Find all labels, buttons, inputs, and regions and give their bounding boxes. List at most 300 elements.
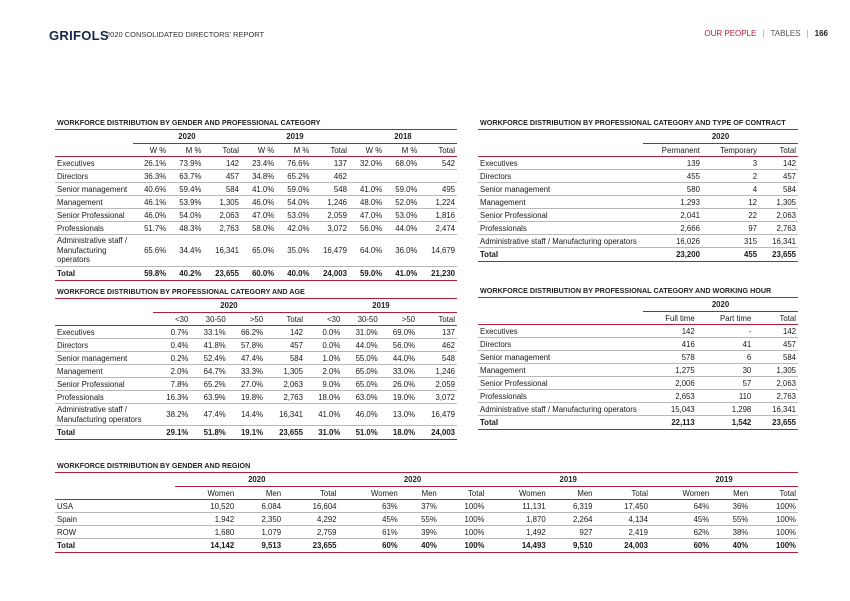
column-header: Women	[175, 487, 236, 500]
table-cell: 142	[753, 325, 798, 338]
table-cell: 22	[702, 209, 759, 222]
table-cell: 52.4%	[190, 352, 227, 365]
table-cell: 38.2%	[153, 404, 190, 426]
table-title: WORKFORCE DISTRIBUTION BY GENDER AND REGION	[55, 461, 798, 473]
table-cell: 1,246	[311, 196, 349, 209]
column-header: Men	[711, 487, 750, 500]
column-header: >50	[380, 313, 417, 326]
table-cell: 58.0%	[241, 222, 276, 235]
table-cell: 2,759	[283, 526, 338, 539]
table-cell: 41.8%	[190, 339, 227, 352]
table-cell: 455	[702, 248, 759, 262]
grifols-logo: GRIFOLS	[49, 28, 109, 43]
year-header: 2018	[349, 130, 457, 144]
table-cell: 41	[697, 338, 754, 351]
table-cell: 41.0%	[384, 266, 419, 280]
table-cell: 48.0%	[349, 196, 384, 209]
table-cell: 31.0%	[305, 426, 342, 440]
table-category-contract-type	[478, 118, 798, 262]
table-row	[478, 157, 798, 170]
table-cell: 52.0%	[384, 196, 419, 209]
table-cell: 2,350	[236, 513, 283, 526]
row-label: Management	[55, 196, 133, 209]
row-label: ROW	[55, 526, 175, 539]
row-label: Executives	[478, 325, 643, 338]
table-cell: 0.4%	[153, 339, 190, 352]
table-cell: 23,655	[753, 416, 798, 430]
table-cell: 35.0%	[276, 235, 311, 267]
row-label: Executives	[55, 326, 153, 339]
table-gender-region	[55, 461, 798, 553]
table-cell: 22,113	[643, 416, 697, 430]
table-cell: 0.0%	[305, 339, 342, 352]
table-cell: 15,043	[643, 403, 697, 416]
table-cell: 1,305	[759, 196, 798, 209]
column-header: Total	[595, 487, 650, 500]
table-row	[478, 196, 798, 209]
table-cell: 54.0%	[276, 196, 311, 209]
table-cell: 10,520	[175, 500, 236, 513]
table-cell: 1.0%	[305, 352, 342, 365]
corner-cell	[55, 144, 133, 157]
table-cell: 9,510	[548, 539, 595, 553]
table-cell: 18.0%	[380, 426, 417, 440]
row-label: Total	[55, 539, 175, 553]
section-link-our-people[interactable]: OUR PEOPLE	[704, 29, 757, 38]
table-cell: 51.0%	[342, 426, 379, 440]
row-label: Professionals	[55, 222, 133, 235]
table-cell: 53.9%	[168, 196, 203, 209]
table-cell: 1,079	[236, 526, 283, 539]
table-cell: 16,026	[643, 235, 702, 248]
data-table	[478, 130, 798, 262]
row-label: Directors	[478, 170, 643, 183]
column-header: >50	[228, 313, 265, 326]
row-label: Senior Professional	[478, 209, 643, 222]
table-row	[55, 365, 457, 378]
table-cell: 11,131	[486, 500, 547, 513]
table-cell: 12	[702, 196, 759, 209]
row-label: USA	[55, 500, 175, 513]
table-cell: 495	[419, 183, 457, 196]
table-cell: 33.0%	[380, 365, 417, 378]
table-cell: 44.0%	[384, 222, 419, 235]
column-header: Women	[650, 487, 711, 500]
table-cell: 455	[643, 170, 702, 183]
table-cell: 21,230	[419, 266, 457, 280]
table-cell: 55%	[400, 513, 439, 526]
table-cell: 65.2%	[276, 170, 311, 183]
table-cell: 1,224	[419, 196, 457, 209]
table-cell: 1,680	[175, 526, 236, 539]
corner-cell	[478, 312, 643, 325]
table-cell: 24,003	[595, 539, 650, 553]
table-cell: 46.0%	[342, 404, 379, 426]
table-cell: 23.4%	[241, 157, 276, 170]
row-label: Total	[478, 416, 643, 430]
table-cell: 14,142	[175, 539, 236, 553]
column-header: Total	[417, 313, 457, 326]
table-gender-professional-category	[55, 118, 457, 281]
table-cell: 100%	[750, 526, 798, 539]
year-header: 2019	[305, 299, 457, 313]
table-cell: 16,341	[203, 235, 241, 267]
table-cell: 97	[702, 222, 759, 235]
table-cell: 59.4%	[168, 183, 203, 196]
row-label: Senior management	[478, 183, 643, 196]
table-cell: 16.3%	[153, 391, 190, 404]
table-row	[55, 339, 457, 352]
column-header: Total	[419, 144, 457, 157]
table-row	[478, 338, 798, 351]
table-row	[55, 326, 457, 339]
table-cell: 1,275	[643, 364, 697, 377]
table-row	[478, 390, 798, 403]
header-separator: |	[762, 29, 765, 38]
table-cell: 548	[417, 352, 457, 365]
table-cell: 37%	[400, 500, 439, 513]
table-cell: 0.7%	[153, 326, 190, 339]
table-cell: 100%	[439, 513, 487, 526]
table-category-age	[55, 287, 457, 440]
table-cell: 56.0%	[349, 222, 384, 235]
corner-cell	[55, 473, 175, 487]
table-cell: 416	[643, 338, 697, 351]
row-label: Executives	[478, 157, 643, 170]
table-cell: 142	[265, 326, 305, 339]
table-cell: 32.0%	[349, 157, 384, 170]
table-cell: 3,072	[417, 391, 457, 404]
row-label: Professionals	[55, 391, 153, 404]
table-cell: 54.0%	[168, 209, 203, 222]
table-row	[478, 209, 798, 222]
table-cell: 65.6%	[133, 235, 168, 267]
table-cell: 23,200	[643, 248, 702, 262]
table-cell: 139	[643, 157, 702, 170]
year-header: 2020	[153, 299, 305, 313]
table-cell: 69.0%	[380, 326, 417, 339]
table-cell: 59.8%	[133, 266, 168, 280]
table-cell: 1,870	[486, 513, 547, 526]
table-cell: 29.1%	[153, 426, 190, 440]
table-cell: 33.3%	[228, 365, 265, 378]
table-cell: 542	[419, 157, 457, 170]
table-cell: 48.3%	[168, 222, 203, 235]
table-title: WORKFORCE DISTRIBUTION BY PROFESSIONAL CATEGORY AND AGE	[55, 287, 457, 299]
data-table	[55, 130, 457, 281]
column-header: 30-50	[342, 313, 379, 326]
column-header: Total	[265, 313, 305, 326]
row-label: Directors	[55, 339, 153, 352]
column-header: Women	[486, 487, 547, 500]
table-cell: 16,479	[417, 404, 457, 426]
row-label: Total	[55, 266, 133, 280]
table-cell: 14,493	[486, 539, 547, 553]
table-cell: 47.0%	[241, 209, 276, 222]
table-cell: 2,653	[643, 390, 697, 403]
total-row	[55, 539, 798, 553]
table-cell: 64.7%	[190, 365, 227, 378]
column-header: W %	[241, 144, 276, 157]
table-cell: 100%	[750, 500, 798, 513]
row-label: Senior management	[478, 351, 643, 364]
table-cell: 60%	[339, 539, 400, 553]
table-cell: 457	[753, 338, 798, 351]
table-cell: 1,816	[419, 209, 457, 222]
table-cell: 578	[643, 351, 697, 364]
table-cell: 23,655	[759, 248, 798, 262]
table-row	[55, 235, 457, 267]
table-cell: 2.0%	[153, 365, 190, 378]
table-cell	[384, 170, 419, 183]
table-cell: 2,063	[753, 377, 798, 390]
table-cell: 584	[265, 352, 305, 365]
table-row	[55, 378, 457, 391]
table-cell: 548	[311, 183, 349, 196]
table-cell	[349, 170, 384, 183]
table-cell: 40.0%	[276, 266, 311, 280]
row-label: Total	[478, 248, 643, 262]
table-cell: 0.0%	[305, 326, 342, 339]
column-header: Total	[203, 144, 241, 157]
table-cell: 24,003	[311, 266, 349, 280]
column-header: Part time	[697, 312, 754, 325]
table-cell: 2,006	[643, 377, 697, 390]
table-cell: 36.0%	[384, 235, 419, 267]
year-header: 2019	[486, 473, 650, 487]
table-cell: 142	[643, 325, 697, 338]
column-header: Total	[311, 144, 349, 157]
table-cell: 63.0%	[342, 391, 379, 404]
year-header: 2020	[133, 130, 241, 144]
year-header: 2020	[643, 130, 798, 144]
table-cell: 16,341	[265, 404, 305, 426]
table-cell: 57.8%	[228, 339, 265, 352]
table-cell: 51.8%	[190, 426, 227, 440]
table-cell: 55.0%	[342, 352, 379, 365]
table-cell: 2,419	[595, 526, 650, 539]
table-cell: 46.0%	[133, 209, 168, 222]
table-cell: 3,072	[311, 222, 349, 235]
table-cell: 65.0%	[342, 365, 379, 378]
corner-cell	[478, 130, 643, 144]
table-title: WORKFORCE DISTRIBUTION BY PROFESSIONAL CATEGORY AND WORKING HOUR	[478, 286, 798, 298]
table-cell: 66.2%	[228, 326, 265, 339]
table-cell: 38%	[711, 526, 750, 539]
table-cell: 59.0%	[384, 183, 419, 196]
table-row	[55, 404, 457, 426]
table-cell: 19.8%	[228, 391, 265, 404]
table-cell: 584	[759, 183, 798, 196]
table-cell: 13.0%	[380, 404, 417, 426]
column-header: Total	[283, 487, 338, 500]
table-row	[55, 170, 457, 183]
table-cell: 2,763	[203, 222, 241, 235]
table-title: WORKFORCE DISTRIBUTION BY PROFESSIONAL CATEGORY AND TYPE OF CONTRACT	[478, 118, 798, 130]
total-row	[55, 266, 457, 280]
table-cell: 3	[702, 157, 759, 170]
table-title: WORKFORCE DISTRIBUTION BY GENDER AND PROFESSIONAL CATEGORY	[55, 118, 457, 130]
table-cell: 1,305	[203, 196, 241, 209]
table-cell: 9.0%	[305, 378, 342, 391]
table-cell: 9,513	[236, 539, 283, 553]
row-label: Administrative staff / Manufacturing operators	[55, 235, 133, 267]
table-cell: 44.0%	[342, 339, 379, 352]
table-cell: 23,655	[265, 426, 305, 440]
column-header: Men	[236, 487, 283, 500]
table-cell: 1,942	[175, 513, 236, 526]
corner-cell	[478, 144, 643, 157]
row-label: Professionals	[478, 390, 643, 403]
table-cell: 24,003	[417, 426, 457, 440]
corner-cell	[55, 299, 153, 313]
column-header: W %	[349, 144, 384, 157]
page-number: 166	[814, 29, 828, 38]
table-cell: 19.0%	[380, 391, 417, 404]
table-cell: 137	[417, 326, 457, 339]
table-cell: 2,041	[643, 209, 702, 222]
table-cell: 40.2%	[168, 266, 203, 280]
table-cell: 64%	[650, 500, 711, 513]
report-title: 2020 CONSOLIDATED DIRECTORS' REPORT	[106, 30, 265, 39]
row-label: Administrative staff / Manufacturing operators	[478, 235, 643, 248]
table-cell: 47.0%	[349, 209, 384, 222]
table-cell: 41.0%	[241, 183, 276, 196]
row-label: Management	[55, 365, 153, 378]
table-cell: 34.4%	[168, 235, 203, 267]
row-label: Senior management	[55, 352, 153, 365]
table-cell: 36.3%	[133, 170, 168, 183]
table-cell: 457	[759, 170, 798, 183]
table-cell: 2.0%	[305, 365, 342, 378]
table-cell: 46.0%	[241, 196, 276, 209]
table-cell: 457	[265, 339, 305, 352]
table-row	[55, 196, 457, 209]
table-cell: 1,246	[417, 365, 457, 378]
table-cell: 53.0%	[276, 209, 311, 222]
table-cell: 1,542	[697, 416, 754, 430]
table-cell: 1,305	[753, 364, 798, 377]
table-cell: 23,655	[203, 266, 241, 280]
row-label: Administrative staff / Manufacturing operators	[55, 404, 153, 426]
table-cell: 26.0%	[380, 378, 417, 391]
corner-cell	[55, 487, 175, 500]
table-cell	[419, 170, 457, 183]
column-header: M %	[168, 144, 203, 157]
table-cell: 4,134	[595, 513, 650, 526]
row-label: Professionals	[478, 222, 643, 235]
table-cell: 457	[203, 170, 241, 183]
table-cell: 73.9%	[168, 157, 203, 170]
column-header: Men	[400, 487, 439, 500]
column-header: M %	[384, 144, 419, 157]
year-header: 2020	[175, 473, 339, 487]
table-cell: 18.0%	[305, 391, 342, 404]
column-header: Temporary	[702, 144, 759, 157]
data-table	[55, 473, 798, 553]
table-row	[55, 513, 798, 526]
row-label: Directors	[478, 338, 643, 351]
table-cell: 14.4%	[228, 404, 265, 426]
table-row	[478, 183, 798, 196]
table-cell: 584	[753, 351, 798, 364]
table-cell: 27.0%	[228, 378, 265, 391]
table-cell: 63.9%	[190, 391, 227, 404]
table-cell: 19.1%	[228, 426, 265, 440]
table-cell: 1,305	[265, 365, 305, 378]
row-label: Senior management	[55, 183, 133, 196]
table-cell: 100%	[439, 539, 487, 553]
table-cell: 41.0%	[305, 404, 342, 426]
table-cell: 63%	[339, 500, 400, 513]
table-cell: 26.1%	[133, 157, 168, 170]
table-row	[55, 157, 457, 170]
table-cell: 2,059	[417, 378, 457, 391]
table-cell: 137	[311, 157, 349, 170]
table-row	[55, 526, 798, 539]
column-header: M %	[276, 144, 311, 157]
corner-cell	[55, 313, 153, 326]
table-cell: 63.7%	[168, 170, 203, 183]
table-row	[55, 183, 457, 196]
table-cell: 1,293	[643, 196, 702, 209]
table-cell: 6,319	[548, 500, 595, 513]
table-cell: 2,666	[643, 222, 702, 235]
table-cell: 0.2%	[153, 352, 190, 365]
table-cell: 59.0%	[349, 266, 384, 280]
year-header: 2019	[241, 130, 349, 144]
table-cell: 584	[203, 183, 241, 196]
column-header: Men	[548, 487, 595, 500]
table-row	[478, 403, 798, 416]
year-header: 2020	[643, 298, 798, 312]
table-cell: 47.4%	[228, 352, 265, 365]
table-cell: 68.0%	[384, 157, 419, 170]
table-cell: 315	[702, 235, 759, 248]
table-cell: 2,059	[311, 209, 349, 222]
table-cell: 42.0%	[276, 222, 311, 235]
row-label: Administrative staff / Manufacturing operators	[478, 403, 643, 416]
table-row	[55, 500, 798, 513]
table-cell: 2,763	[265, 391, 305, 404]
table-row	[478, 235, 798, 248]
table-row	[478, 364, 798, 377]
table-cell: 100%	[439, 500, 487, 513]
row-label: Senior Professional	[55, 209, 133, 222]
table-cell: 36%	[711, 500, 750, 513]
table-category-working-hour	[478, 286, 798, 430]
table-cell: 45%	[650, 513, 711, 526]
column-header: <30	[153, 313, 190, 326]
table-cell: 100%	[750, 539, 798, 553]
table-cell: 142	[759, 157, 798, 170]
year-header: 2020	[339, 473, 487, 487]
table-cell: 53.0%	[384, 209, 419, 222]
table-cell: 14,679	[419, 235, 457, 267]
column-header: <30	[305, 313, 342, 326]
column-header: W %	[133, 144, 168, 157]
column-header: Total	[759, 144, 798, 157]
column-header: Full time	[643, 312, 697, 325]
total-row	[478, 416, 798, 430]
table-cell: 62%	[650, 526, 711, 539]
corner-cell	[478, 298, 643, 312]
table-cell: 16,341	[753, 403, 798, 416]
subsection-link-tables[interactable]: TABLES	[770, 29, 801, 38]
page-header-nav	[704, 29, 828, 38]
table-cell: 16,479	[311, 235, 349, 267]
table-cell: 59.0%	[276, 183, 311, 196]
